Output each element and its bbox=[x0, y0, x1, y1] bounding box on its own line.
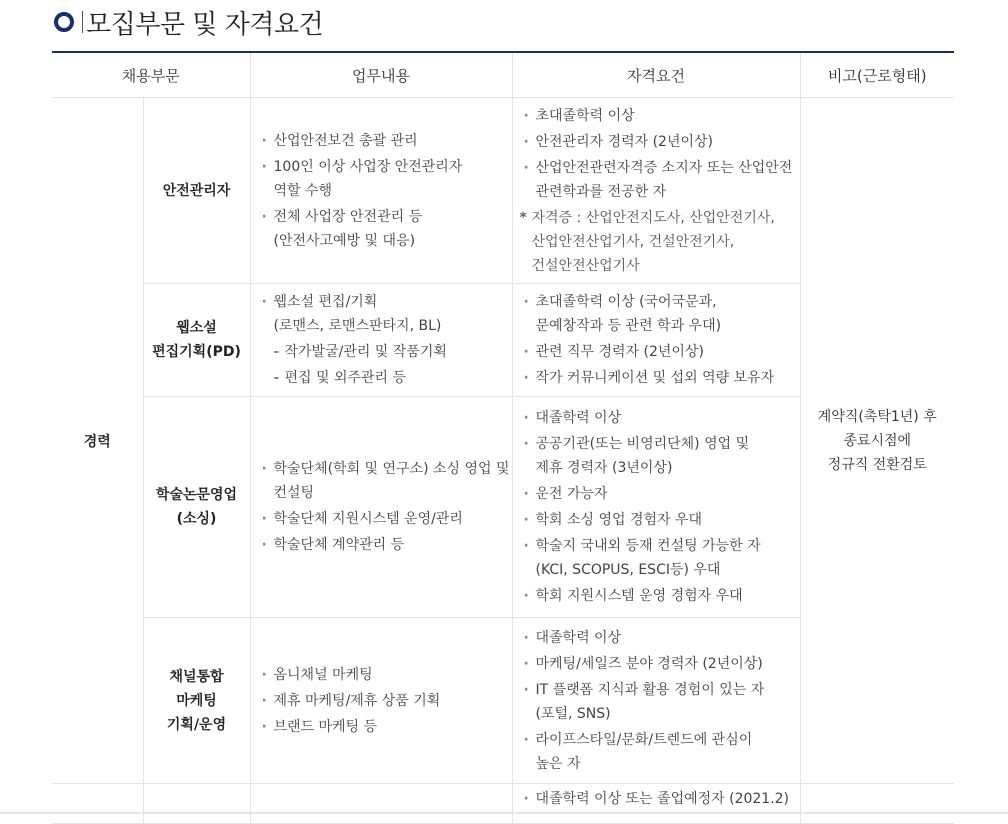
list-item: · IT 플랫폼 지식과 활용 경험이 있는 자 (포털, SNS) bbox=[514, 678, 799, 726]
list-item: · 전체 사업장 안전관리 등 (안전사고예방 및 대응) bbox=[252, 205, 511, 253]
qualifications-cell bbox=[512, 618, 800, 784]
list-item: · 공공기관(또는 비영리단체) 영업 및 제휴 경력자 (3년이상) bbox=[514, 432, 799, 480]
list-item: · 운전 가능자 bbox=[514, 482, 799, 506]
list-item: · 학회 지원시스템 운영 경험자 우대 bbox=[514, 584, 799, 608]
list-subitem: - 작가발굴/관리 및 작품기획 bbox=[252, 340, 511, 364]
header-duties: 업무내용 bbox=[250, 53, 512, 98]
position-cell: 학술논문영업 (소싱) bbox=[143, 397, 250, 618]
list-item: · 산업안전관련자격증 소지자 또는 산업안전 관련학과를 전공한 자 bbox=[514, 156, 799, 204]
table-header-row bbox=[52, 53, 954, 98]
qualification-note: * 자격증 : 산업안전지도사, 산업안전기사, 산업안전산업기사, 건설안전기사, 건설안전산업기사 bbox=[514, 206, 799, 278]
header-qualifications: 자격요건 bbox=[512, 53, 800, 98]
list-item: · 마케팅/세일즈 분야 경력자 (2년이상) bbox=[514, 652, 799, 676]
list-item: · 초대졸학력 이상 bbox=[514, 104, 799, 128]
category-cell bbox=[52, 784, 143, 824]
circle-bullet-icon bbox=[54, 12, 74, 32]
list-item: · 작가 커뮤니케이션 및 섭외 역량 보유자 bbox=[514, 366, 799, 390]
list-item: · 학회 소싱 영업 경험자 우대 bbox=[514, 508, 799, 532]
position-cell bbox=[143, 784, 250, 824]
list-item: · 대졸학력 이상 또는 졸업예정자 (2021.2) bbox=[514, 787, 799, 811]
qualifications-cell bbox=[512, 284, 800, 397]
list-item: · 학술단체 지원시스템 운영/관리 bbox=[252, 507, 511, 531]
qualifications-cell bbox=[512, 98, 800, 284]
duties-cell bbox=[250, 618, 512, 784]
list-item: · 100인 이상 사업장 안전관리자 역할 수행 bbox=[252, 155, 511, 203]
category-cell: 경력 bbox=[52, 98, 143, 784]
list-item: · 안전관리자 경력자 (2년이상) bbox=[514, 130, 799, 154]
list-item: · 학술단체(학회 및 연구소) 소싱 영업 및 컨설팅 bbox=[252, 457, 511, 505]
list-item: · 대졸학력 이상 bbox=[514, 406, 799, 430]
position-cell: 안전관리자 bbox=[143, 98, 250, 284]
position-cell: 채널통합 마케팅 기획/운영 bbox=[143, 618, 250, 784]
duties-cell bbox=[250, 284, 512, 397]
list-item: · 산업안전보건 총괄 관리 bbox=[252, 129, 511, 153]
table-row bbox=[52, 784, 954, 824]
table-row bbox=[52, 98, 954, 284]
remarks-cell bbox=[800, 784, 954, 824]
list-item: · 제휴 마케팅/제휴 상품 기획 bbox=[252, 689, 511, 713]
list-item: · 옴니채널 마케팅 bbox=[252, 663, 511, 687]
list-item: · 학술지 국내외 등재 컨설팅 가능한 자 (KCI, SCOPUS, ESCI등) 우대 bbox=[514, 534, 799, 582]
duties-cell bbox=[250, 784, 512, 824]
list-item: · 초대졸학력 이상 (국어국문과, 문예창작과 등 관련 학과 우대) bbox=[514, 290, 799, 338]
list-item: · 학술단체 계약관리 등 bbox=[252, 533, 511, 557]
qualifications-cell bbox=[512, 784, 800, 824]
header-remarks: 비고(근로형태) bbox=[800, 53, 954, 98]
position-cell: 웹소설 편집기획(PD) bbox=[143, 284, 250, 397]
duties-cell bbox=[250, 397, 512, 618]
section-title: 모집부문 및 자격요건 bbox=[86, 9, 324, 40]
qualifications-cell bbox=[512, 397, 800, 618]
list-item: · 브랜드 마케팅 등 bbox=[252, 715, 511, 739]
header-division: 채용부문 bbox=[52, 53, 250, 98]
remarks-cell: 계약직(촉탁1년) 후 종료시점에 정규직 전환검토 bbox=[800, 98, 954, 784]
list-item: · 관련 직무 경력자 (2년이상) bbox=[514, 340, 799, 364]
list-item: · 웹소설 편집/기획 (로맨스, 로맨스판타지, BL) bbox=[252, 290, 511, 338]
list-subitem: - 편집 및 외주관리 등 bbox=[252, 366, 511, 390]
recruitment-table bbox=[52, 53, 954, 824]
heading-divider bbox=[82, 11, 83, 33]
list-item: · 라이프스타일/문화/트렌드에 관심이 높은 자 bbox=[514, 728, 799, 776]
list-item: · 대졸학력 이상 bbox=[514, 626, 799, 650]
section-heading bbox=[54, 2, 323, 42]
duties-cell bbox=[250, 98, 512, 284]
